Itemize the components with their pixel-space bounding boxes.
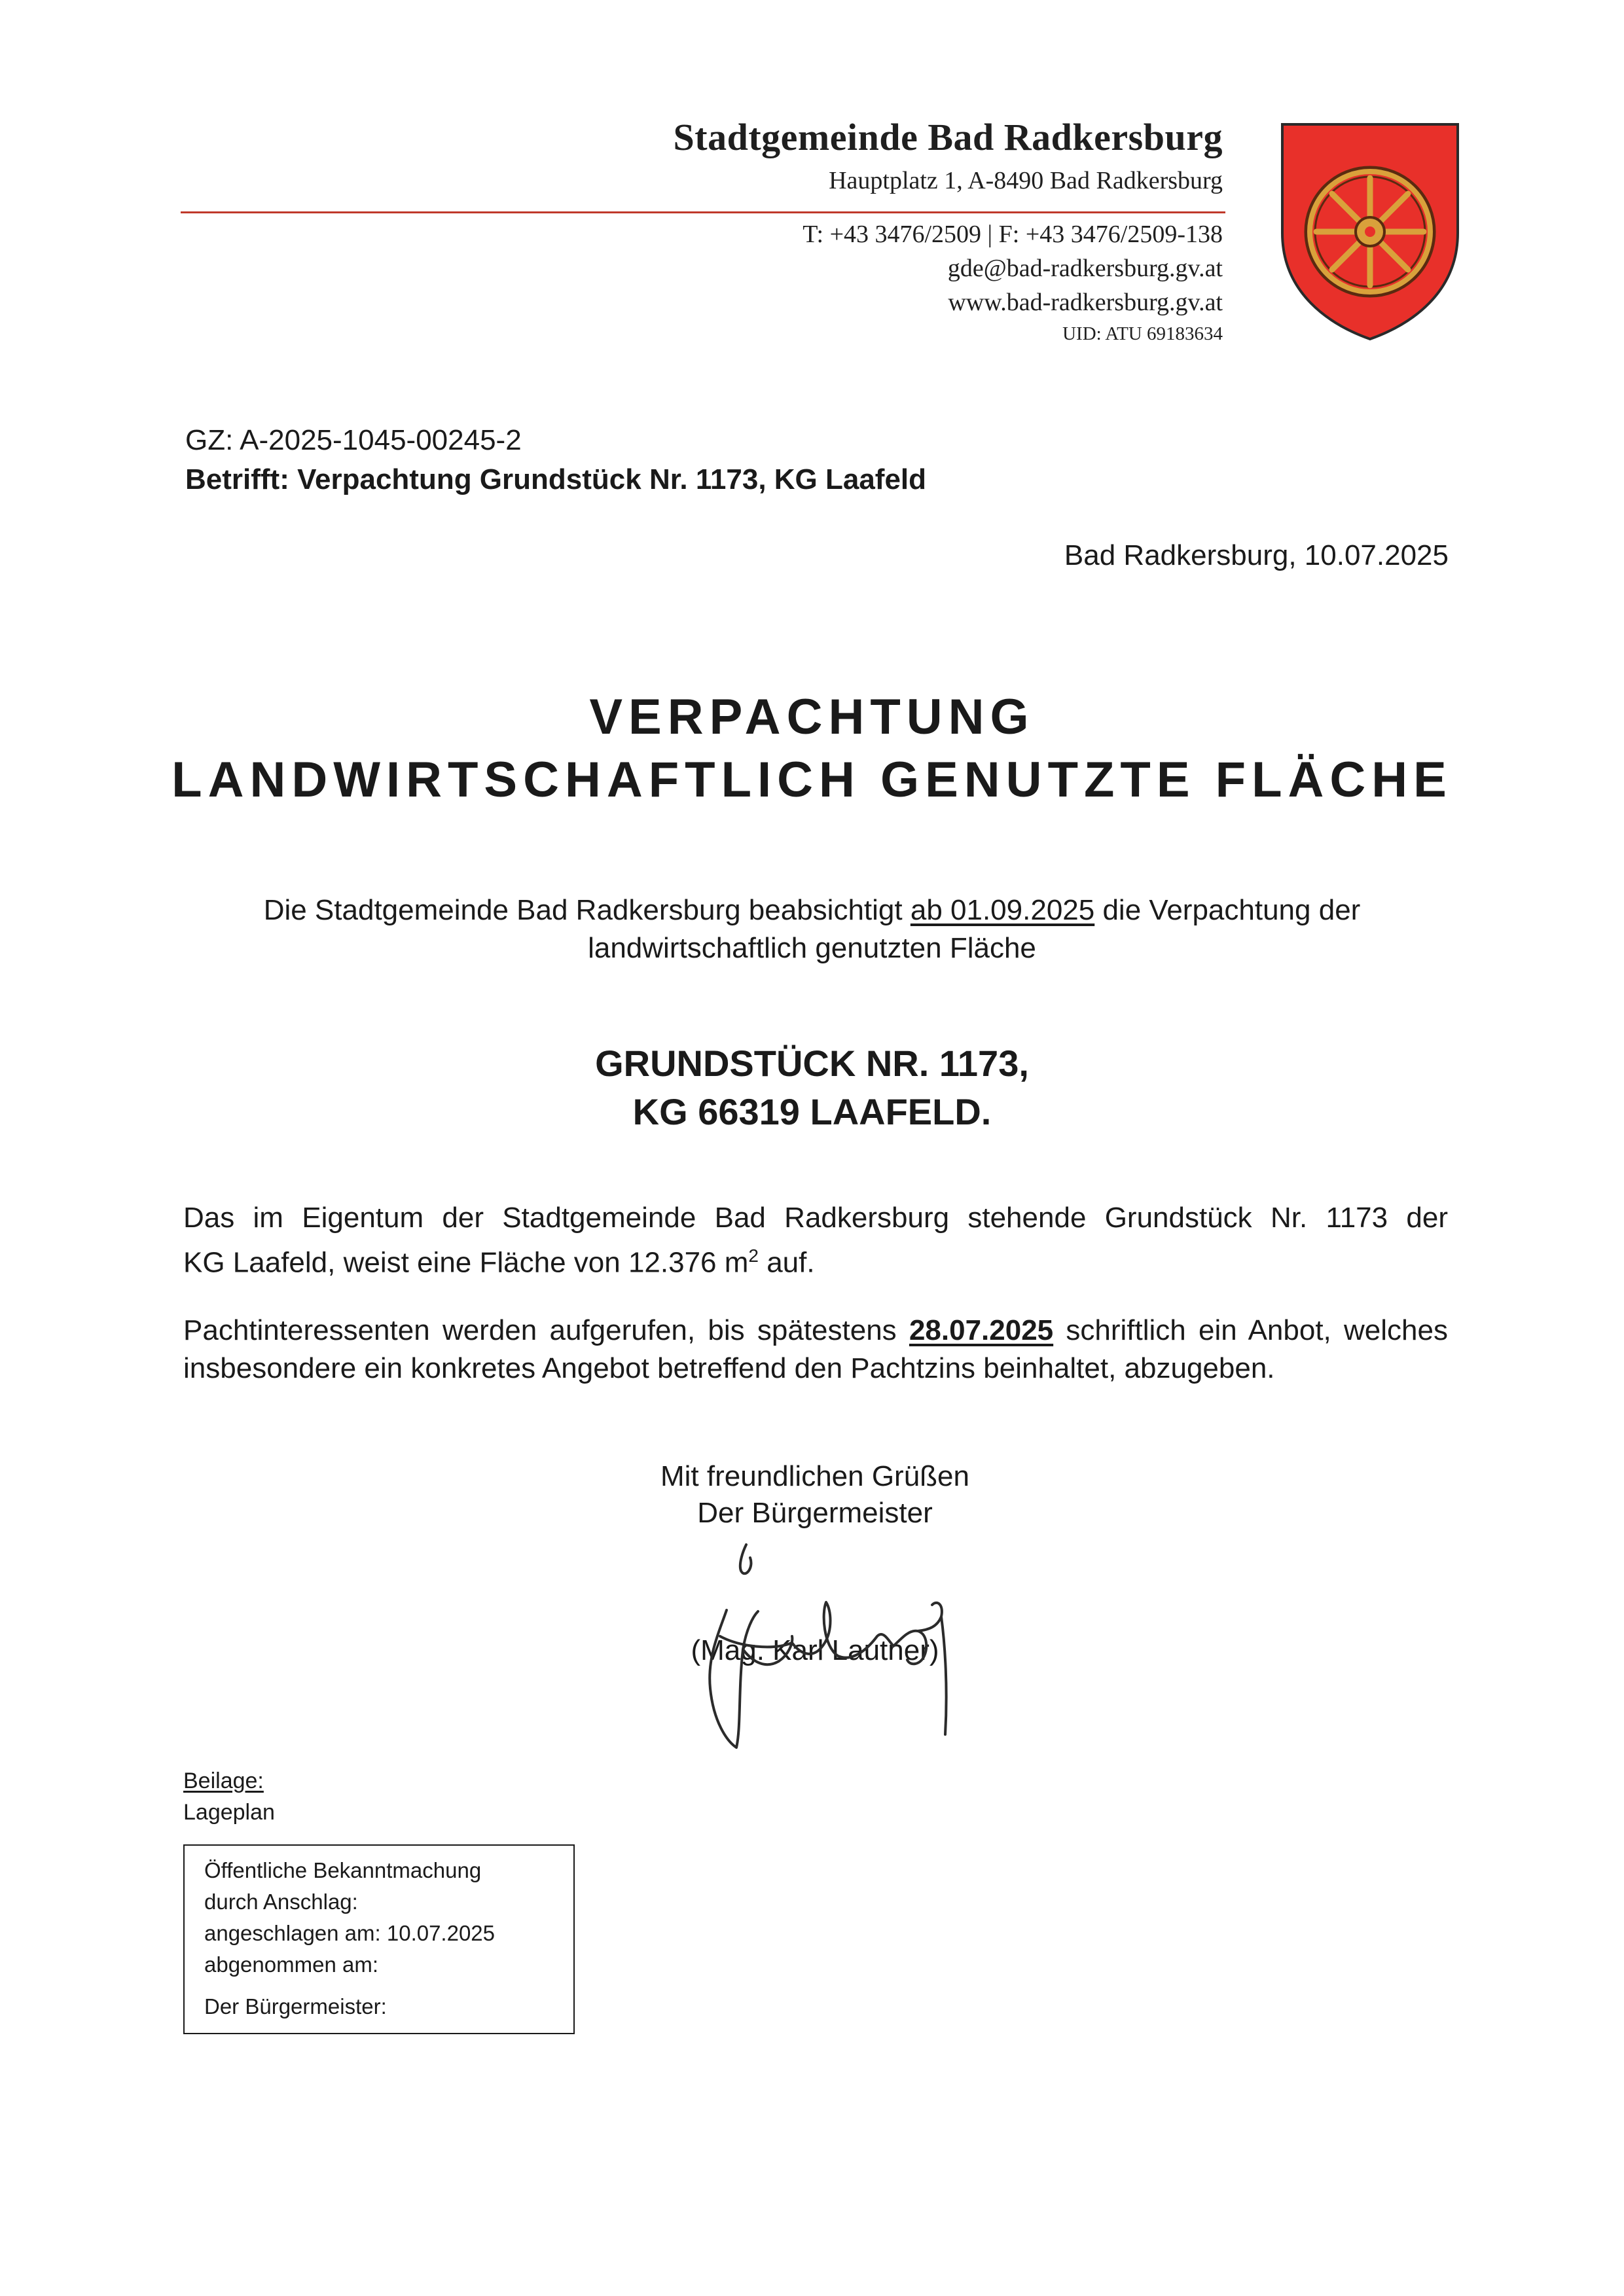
offers-text-after: schriftlich ein Anbot, welches [1053, 1314, 1448, 1346]
start-date: ab 01.09.2025 [910, 894, 1095, 926]
municipality-website: www.bad-radkersburg.gv.at [948, 289, 1223, 316]
document-title-line2: LANDWIRTSCHAFTLICH GENUTZTE FLÄCHE [171, 752, 1453, 808]
notice-posted-date: angeschlagen am: 10.07.2025 [204, 1921, 496, 1945]
reference-number: GZ: A-2025-1045-00245-2 [185, 424, 522, 456]
notice-title: Öffentliche Bekanntmachung [204, 1858, 482, 1882]
notice-method: durch Anschlag: [204, 1890, 358, 1914]
intro-text-before: Die Stadtgemeinde Bad Radkersburg beabsichtigt [263, 894, 911, 926]
offers-text-before: Pachtinteressenten werden aufgerufen, bis spätestens [183, 1314, 909, 1346]
intro-paragraph [0, 891, 1624, 967]
coat-of-arms-icon [1280, 122, 1460, 342]
letterhead-divider [181, 211, 1225, 213]
parcel-heading [0, 1039, 1624, 1136]
attachment-item: Lageplan [183, 1800, 275, 1825]
intro-text-after: die Verpachtung der [1094, 894, 1361, 926]
area-text-end: auf. [758, 1246, 815, 1279]
notice-removed-date: abgenommen am: [204, 1952, 378, 1977]
property-line1: Das im Eigentum der Stadtgemeinde Bad Radkersburg stehende Grundstück Nr. 1173 der [183, 1202, 1448, 1234]
offers-line2: insbesondere ein konkretes Angebot betreffend den Pachtzins beinhaltet, abzugeben. [183, 1352, 1275, 1384]
attachment-heading: Beilage: [183, 1768, 264, 1793]
closing-role: Der Bürgermeister [697, 1497, 933, 1529]
intro-text-line2: landwirtschaftlich genutzten Fläche [588, 932, 1036, 964]
property-description [183, 1199, 1448, 1282]
municipality-address: Hauptplatz 1, A-8490 Bad Radkersburg [829, 167, 1223, 194]
offer-deadline: 28.07.2025 [909, 1314, 1054, 1346]
area-unit-exponent: 2 [748, 1246, 759, 1266]
signatory-name: (Mag. Karl Lautner) [691, 1634, 939, 1666]
property-line2 [183, 1237, 1448, 1282]
handwritten-signature-icon [681, 1532, 969, 1754]
place-and-date: Bad Radkersburg, 10.07.2025 [1064, 539, 1449, 571]
parcel-cadastral: KG 66319 LAAFELD. [632, 1091, 992, 1132]
public-notice-box [183, 1844, 575, 2034]
subject-line: Betrifft: Verpachtung Grundstück Nr. 1173, KG Laafeld [185, 463, 927, 495]
municipality-phone: T: +43 3476/2509 | F: +43 3476/2509-138 [803, 221, 1223, 248]
municipality-uid: UID: ATU 69183634 [1062, 323, 1223, 344]
call-for-offers [183, 1312, 1448, 1388]
notice-signature-label: Der Bürgermeister: [204, 1994, 387, 2018]
municipality-name: Stadtgemeinde Bad Radkersburg [673, 116, 1223, 158]
area-text: KG Laafeld, weist eine Fläche von 12.376 m [183, 1246, 749, 1279]
parcel-number: GRUNDSTÜCK NR. 1173, [595, 1043, 1029, 1084]
offers-line1 [183, 1312, 1448, 1350]
document-title-line1: VERPACHTUNG [589, 689, 1035, 745]
closing-greeting: Mit freundlichen Grüßen [660, 1460, 969, 1492]
municipality-email: gde@bad-radkersburg.gv.at [947, 255, 1223, 282]
